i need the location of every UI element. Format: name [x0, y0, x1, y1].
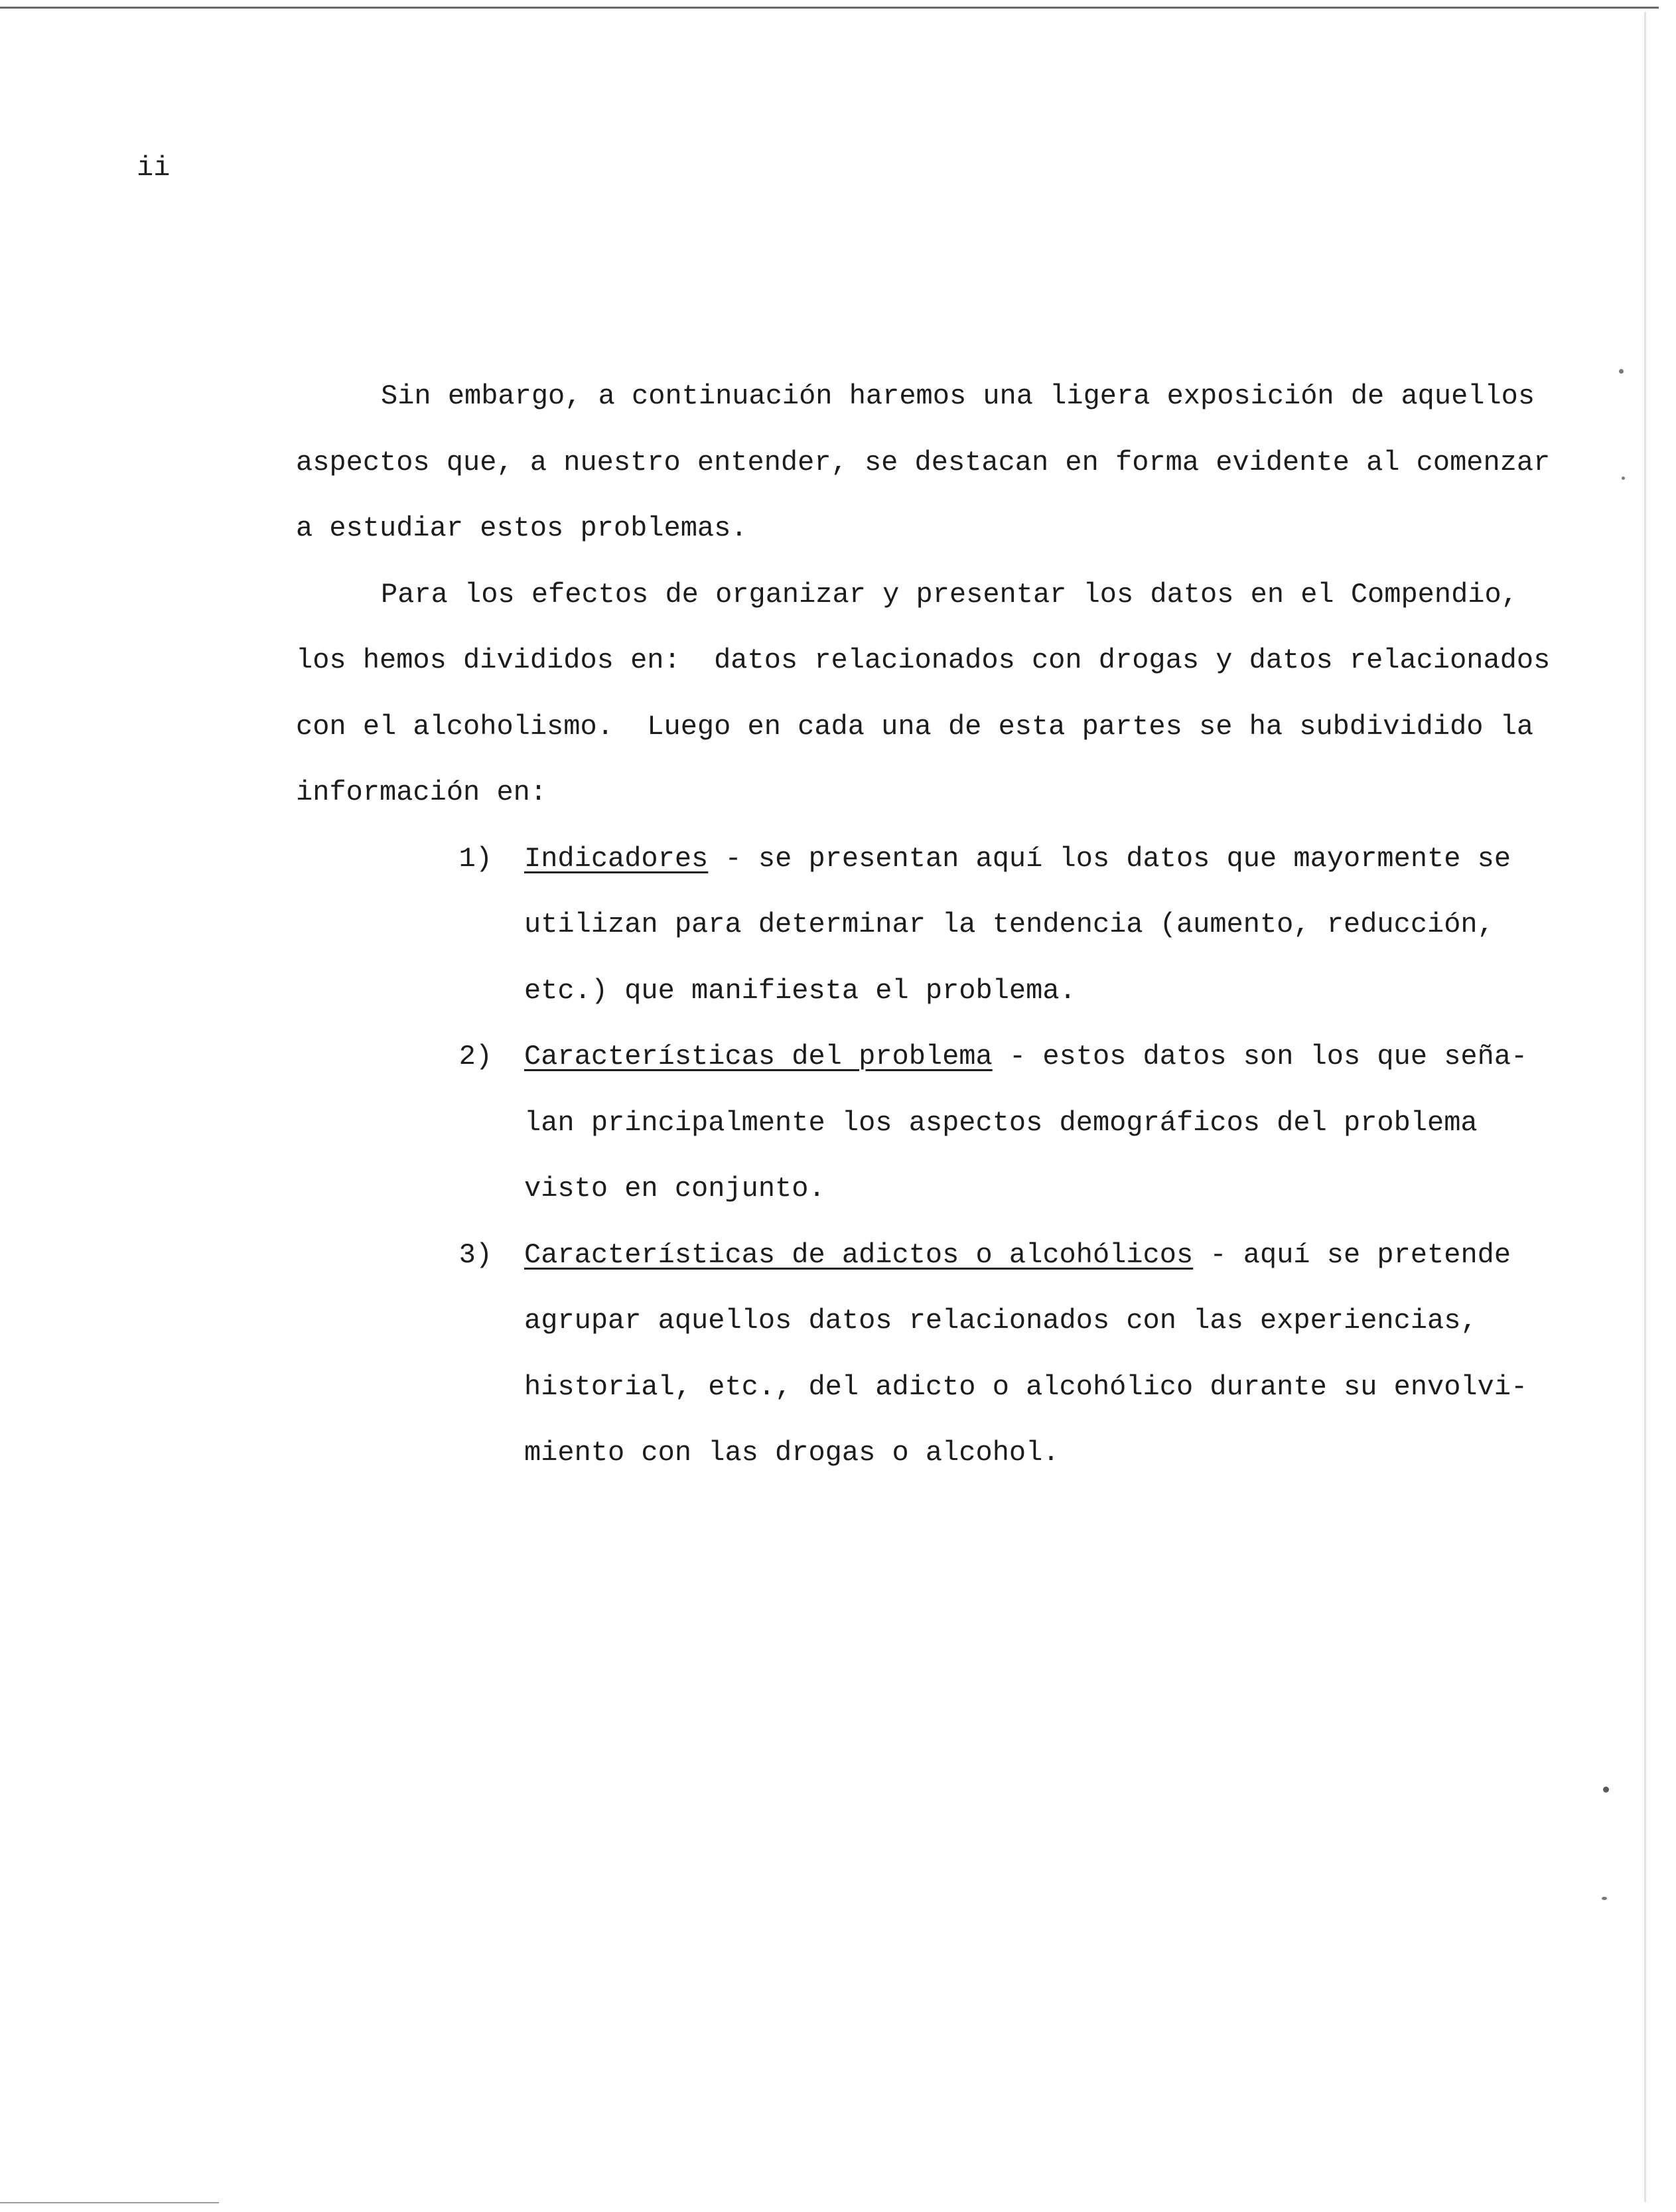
text-line: agrupar aquellos datos relacionados con las experiencias, [524, 1305, 1478, 1337]
text-line: aspectos que, a nuestro entender, se destacan en forma evidente al comenzar [296, 446, 1551, 479]
paragraph-1 [296, 364, 1550, 562]
bottom-edge-line [0, 2202, 219, 2203]
list-item-number: 3) [458, 1238, 492, 1271]
scan-speck [1619, 369, 1624, 374]
text-line: con el alcoholismo. Luego en cada una de esta partes se ha subdividido la [296, 710, 1534, 743]
list-item-number: 1) [458, 842, 492, 875]
text-line: visto en conjunto. [524, 1173, 825, 1205]
list-item-term: Indicadores [524, 842, 709, 875]
list-item-term: Características de adictos o alcohólicos [524, 1238, 1194, 1271]
list-item-term: Características del problema [524, 1041, 993, 1072]
text-line: Para los efectos de organizar y presentar los datos en el Compendio, [381, 578, 1518, 611]
text-line: lan principalmente los aspectos demográficos del problema [524, 1106, 1478, 1139]
body-text [296, 364, 1550, 1487]
category-list [296, 826, 1550, 1487]
list-item-caracteristicas-adictos [296, 1222, 1550, 1487]
text-line: etc.) que manifiesta el problema. [524, 974, 1076, 1007]
scan-speck [1602, 1897, 1607, 1900]
list-item-number: 2) [458, 1041, 492, 1072]
list-item-body [524, 826, 1539, 1025]
top-edge-line [0, 7, 1659, 9]
list-item-caracteristicas-problema [296, 1024, 1550, 1222]
scan-speck [1622, 477, 1625, 480]
text-line: los hemos divididos en: datos relacionados con drogas y datos relacionados [296, 644, 1551, 676]
page-number: ii [137, 152, 171, 184]
text-line: historial, etc., del adicto o alcohólico durante su envolvi- [524, 1370, 1528, 1403]
list-item-text: - aquí se pretende [1193, 1238, 1511, 1271]
paragraph-2 [296, 562, 1550, 826]
scan-speck [1603, 1787, 1609, 1793]
list-item-text: - se presentan aquí los datos que mayormente se [708, 842, 1511, 875]
text-line: Sin embargo, a continuación haremos una ligera exposición de aquellos [381, 380, 1535, 412]
list-item-body [524, 1222, 1539, 1487]
list-item-indicadores [296, 826, 1550, 1025]
text-line: a estudiar estos problemas. [296, 512, 748, 544]
right-edge-shadow [1644, 12, 1646, 2202]
text-line: miento con las drogas o alcohol. [524, 1437, 1060, 1469]
text-line: información en: [296, 776, 547, 808]
list-item-text: - estos datos son los que seña- [992, 1041, 1528, 1072]
list-item-body [524, 1024, 1539, 1222]
text-line: utilizan para determinar la tendencia (aumento, reducción, [524, 909, 1494, 940]
